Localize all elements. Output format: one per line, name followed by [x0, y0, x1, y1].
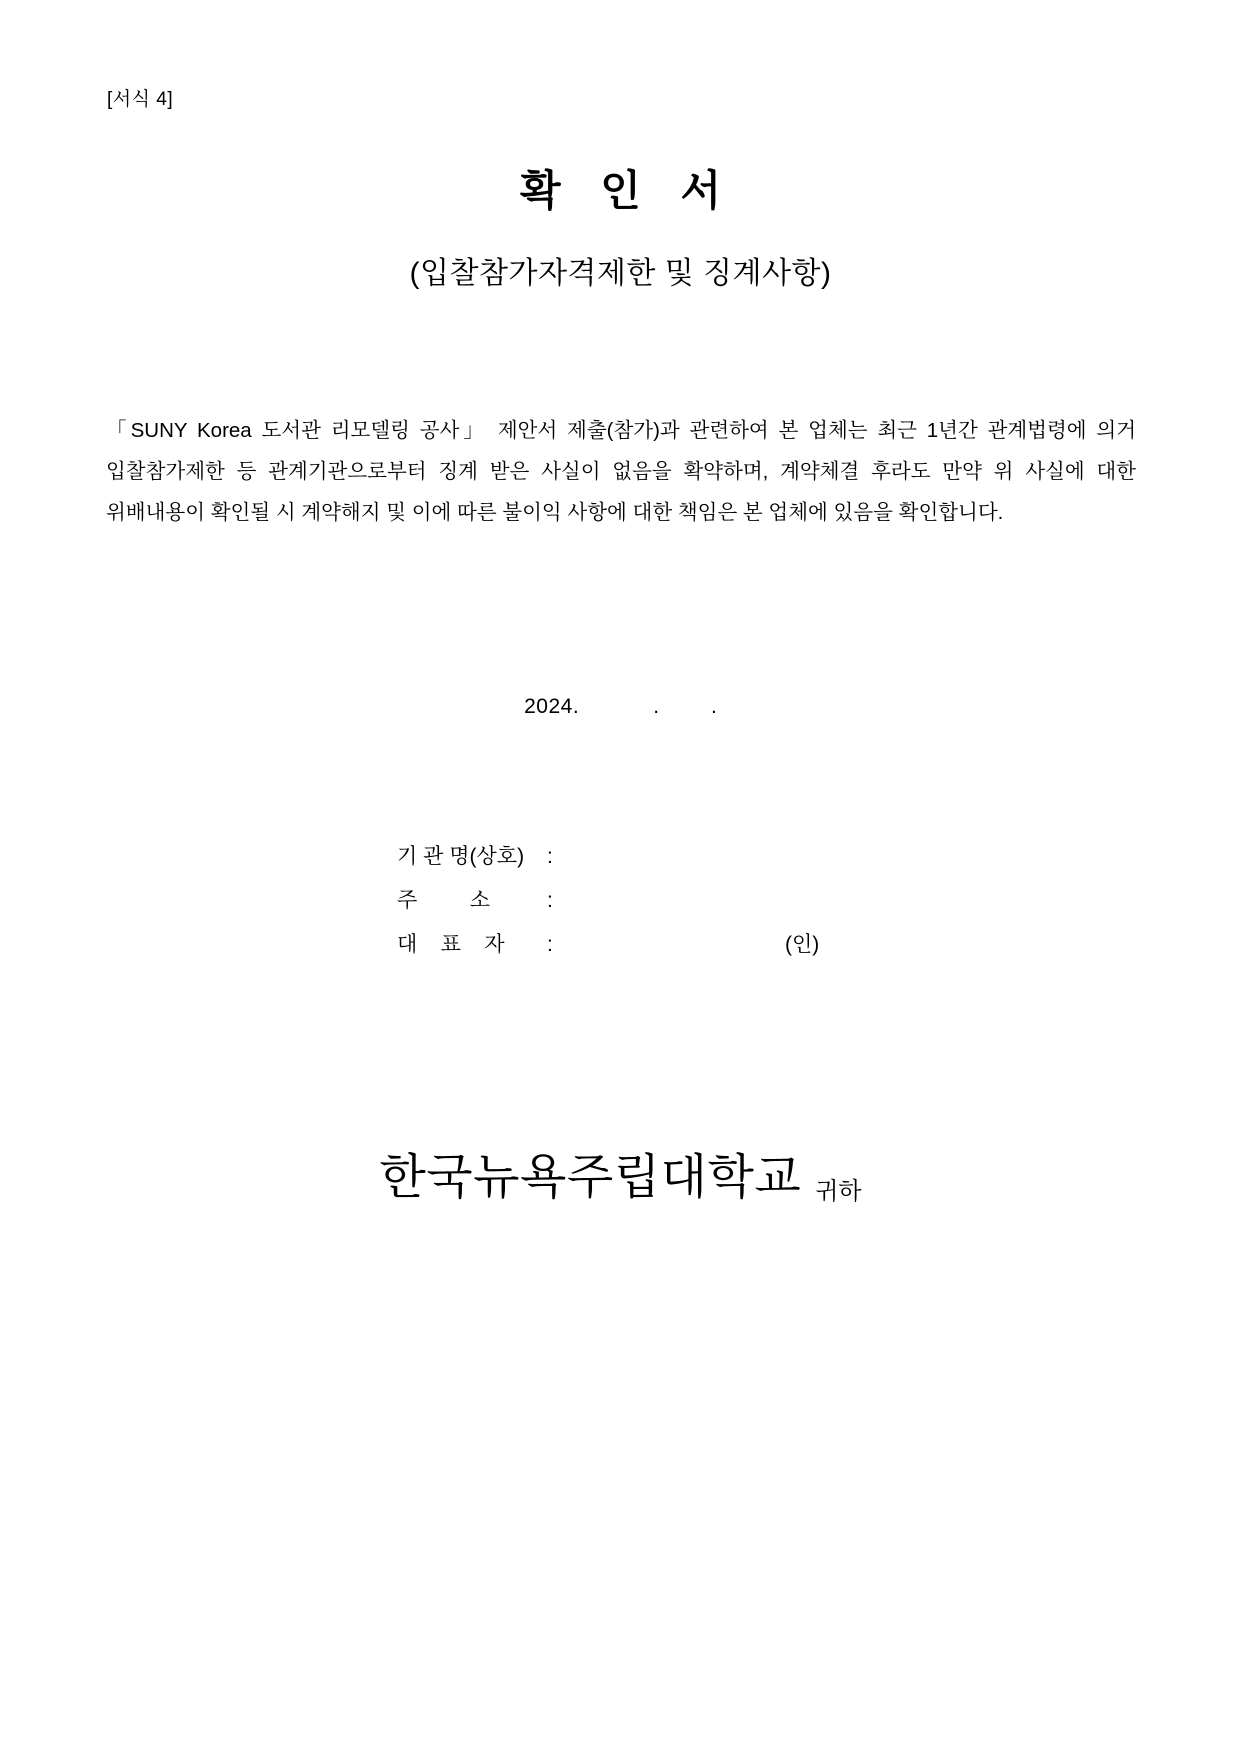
document-title: 확 인 서 [519, 167, 736, 214]
signature-row-address [397, 879, 819, 923]
signature-row-representative [397, 923, 819, 967]
date-line [0, 695, 1241, 719]
organization-name-label: 기 관 명(상호) [397, 845, 525, 868]
recipient-honorific: 귀하 [815, 1178, 862, 1205]
seal-mark: (인) [785, 933, 820, 957]
organization-name-colon: : [547, 845, 553, 868]
date-day-dot: . [711, 695, 717, 718]
representative-label: 대 표 자 [397, 933, 505, 957]
date-month-dot: . [653, 695, 660, 718]
recipient-organization: 한국뉴욕주립대학교 [379, 1151, 802, 1204]
address-colon: : [547, 889, 553, 913]
document-body-paragraph: 「SUNY Korea 도서관 리모델링 공사」 제안서 제출(참가)과 관련하여 본 업체는 최근 1년간 관계법령에 의거 입찰참가제한 등 관계기관으로부터 징계 받은 사실이 없음을 확약하며, 계약체결 후라도 만약 위 사실에 대한 위배내용이 확인될 시 계약해지 및 이에 따른 불이익 사항에 대한 책임은 본 업체에 있음을 확인합니다. [106, 419, 1136, 524]
address-label: 주 소 [397, 889, 491, 913]
representative-colon: : [547, 933, 553, 957]
date-year: 2024. [524, 695, 580, 718]
document-subtitle: (입찰참가자격제한 및 징계사항) [409, 257, 832, 290]
signature-block [397, 835, 819, 967]
recipient-line [0, 1138, 1241, 1207]
form-number-tag: [서식 4] [107, 89, 174, 110]
signature-row-organization [397, 835, 819, 879]
